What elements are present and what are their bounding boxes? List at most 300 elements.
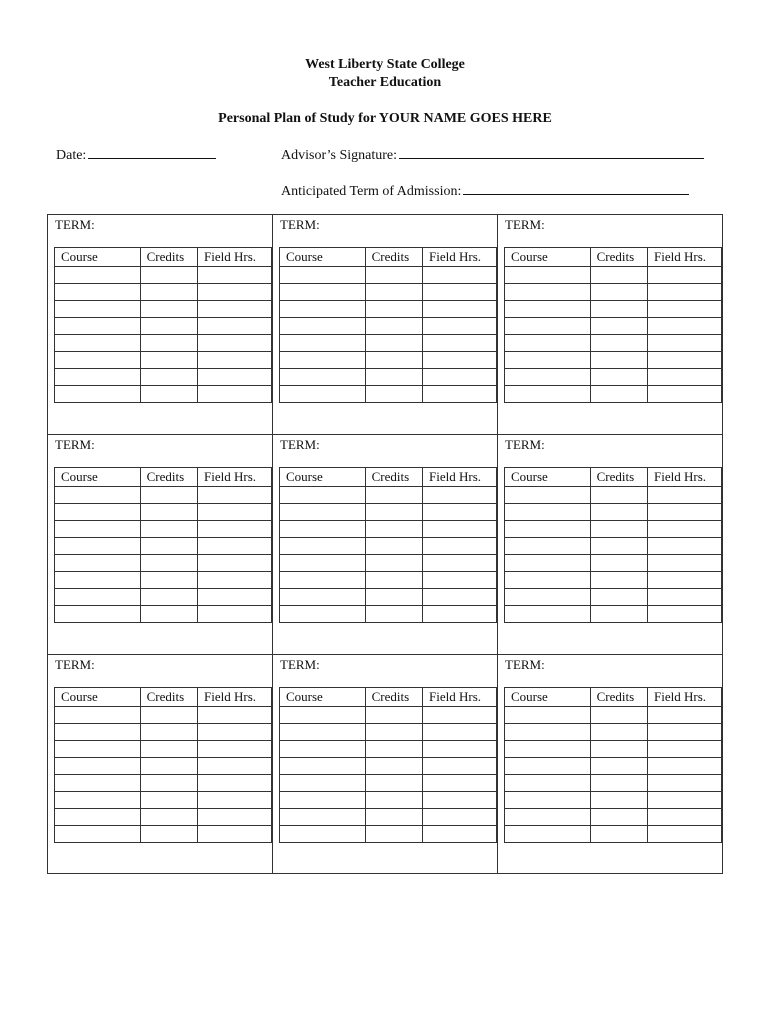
table-cell-field-hours[interactable] [198, 284, 272, 301]
column-header-credits: Credits [590, 688, 647, 707]
table-cell-course[interactable] [55, 267, 141, 284]
table-cell-credits[interactable] [140, 792, 197, 809]
admission-term-field [281, 181, 689, 201]
table-row [505, 301, 722, 318]
table-cell-course[interactable] [505, 267, 591, 284]
table-row [280, 775, 497, 792]
table-cell-field-hours[interactable] [198, 555, 272, 572]
table-cell-course[interactable] [280, 301, 366, 318]
table-cell-field-hours[interactable] [648, 386, 722, 403]
table-cell-field-hours[interactable] [648, 521, 722, 538]
table-row [280, 369, 497, 386]
table-row [280, 589, 497, 606]
table-row [505, 318, 722, 335]
table-cell-course[interactable] [55, 606, 141, 623]
advisor-signature-blank-line[interactable] [399, 145, 704, 159]
table-cell-credits[interactable] [590, 572, 647, 589]
table-cell-field-hours[interactable] [423, 386, 497, 403]
table-cell-course[interactable] [280, 724, 366, 741]
table-cell-field-hours[interactable] [423, 267, 497, 284]
table-cell-field-hours[interactable] [423, 352, 497, 369]
table-row [505, 775, 722, 792]
table-cell-credits[interactable] [140, 606, 197, 623]
table-cell-course[interactable] [280, 538, 366, 555]
table-cell-course[interactable] [505, 606, 591, 623]
table-cell-field-hours[interactable] [648, 809, 722, 826]
table-cell-credits[interactable] [140, 555, 197, 572]
table-cell-credits[interactable] [590, 589, 647, 606]
table-cell-course[interactable] [280, 741, 366, 758]
column-header-field-hours: Field Hrs. [198, 468, 272, 487]
table-cell-course[interactable] [280, 335, 366, 352]
table-cell-field-hours[interactable] [198, 318, 272, 335]
table-cell-field-hours[interactable] [648, 267, 722, 284]
table-cell-field-hours[interactable] [198, 758, 272, 775]
table-cell-credits[interactable] [365, 741, 422, 758]
department-name: Teacher Education [328, 75, 442, 90]
table-cell-credits[interactable] [365, 555, 422, 572]
table-row [505, 741, 722, 758]
table-cell-course[interactable] [505, 809, 591, 826]
table-cell-field-hours[interactable] [198, 538, 272, 555]
table-cell-credits[interactable] [590, 775, 647, 792]
table-row [505, 809, 722, 826]
table-cell-field-hours[interactable] [648, 352, 722, 369]
table-cell-course[interactable] [280, 589, 366, 606]
table-cell-credits[interactable] [140, 741, 197, 758]
table-cell-course[interactable] [280, 555, 366, 572]
admission-term-label: Anticipated Term of Admission: [281, 184, 462, 199]
table-cell-credits[interactable] [365, 792, 422, 809]
table-cell-field-hours[interactable] [648, 318, 722, 335]
table-cell-credits[interactable] [365, 335, 422, 352]
table-row [505, 369, 722, 386]
table-cell-credits[interactable] [365, 707, 422, 724]
table-cell-credits[interactable] [140, 301, 197, 318]
table-cell-field-hours[interactable] [198, 572, 272, 589]
course-table-header [280, 688, 497, 707]
course-table [54, 687, 272, 843]
column-header-credits: Credits [140, 248, 197, 267]
table-cell-credits[interactable] [590, 724, 647, 741]
table-cell-course[interactable] [55, 284, 141, 301]
column-header-course: Course [280, 468, 366, 487]
table-row [505, 826, 722, 843]
table-row [280, 352, 497, 369]
table-cell-course[interactable] [280, 775, 366, 792]
table-cell-course[interactable] [505, 487, 591, 504]
table-row [280, 487, 497, 504]
table-cell-course[interactable] [505, 707, 591, 724]
table-cell-credits[interactable] [140, 386, 197, 403]
table-cell-course[interactable] [55, 809, 141, 826]
table-row [505, 352, 722, 369]
table-cell-field-hours[interactable] [648, 589, 722, 606]
table-row [505, 555, 722, 572]
table-cell-field-hours[interactable] [423, 335, 497, 352]
table-cell-field-hours[interactable] [648, 538, 722, 555]
table-cell-credits[interactable] [365, 589, 422, 606]
table-cell-field-hours[interactable] [423, 521, 497, 538]
table-cell-course[interactable] [280, 284, 366, 301]
column-header-credits: Credits [590, 468, 647, 487]
table-cell-course[interactable] [55, 572, 141, 589]
table-row [55, 284, 272, 301]
table-cell-course[interactable] [55, 741, 141, 758]
course-table-header [505, 688, 722, 707]
table-cell-credits[interactable] [365, 504, 422, 521]
column-header-field-hours: Field Hrs. [198, 688, 272, 707]
table-cell-course[interactable] [505, 826, 591, 843]
table-cell-course[interactable] [55, 504, 141, 521]
column-header-course: Course [55, 468, 141, 487]
term-block [273, 435, 498, 655]
course-table [504, 467, 722, 623]
table-cell-course[interactable] [505, 301, 591, 318]
table-cell-credits[interactable] [590, 792, 647, 809]
table-cell-credits[interactable] [590, 352, 647, 369]
table-cell-field-hours[interactable] [198, 301, 272, 318]
table-cell-field-hours[interactable] [648, 792, 722, 809]
table-cell-field-hours[interactable] [423, 318, 497, 335]
table-row [55, 707, 272, 724]
table-cell-course[interactable] [505, 572, 591, 589]
term-block [273, 655, 498, 873]
table-row [55, 809, 272, 826]
table-cell-field-hours[interactable] [648, 606, 722, 623]
table-cell-field-hours[interactable] [198, 521, 272, 538]
table-cell-credits[interactable] [365, 826, 422, 843]
table-cell-course[interactable] [55, 707, 141, 724]
table-cell-field-hours[interactable] [198, 386, 272, 403]
table-cell-field-hours[interactable] [648, 741, 722, 758]
admission-term-blank-line[interactable] [463, 181, 689, 195]
table-cell-field-hours[interactable] [648, 707, 722, 724]
table-cell-field-hours[interactable] [423, 301, 497, 318]
table-cell-field-hours[interactable] [423, 606, 497, 623]
table-cell-credits[interactable] [365, 606, 422, 623]
table-cell-credits[interactable] [590, 741, 647, 758]
table-row [55, 386, 272, 403]
table-cell-credits[interactable] [140, 335, 197, 352]
table-cell-field-hours[interactable] [648, 487, 722, 504]
column-header-credits: Credits [365, 248, 422, 267]
table-cell-field-hours[interactable] [198, 724, 272, 741]
table-cell-course[interactable] [55, 538, 141, 555]
table-cell-field-hours[interactable] [423, 758, 497, 775]
table-cell-field-hours[interactable] [198, 267, 272, 284]
table-cell-credits[interactable] [140, 724, 197, 741]
table-cell-course[interactable] [280, 606, 366, 623]
table-cell-field-hours[interactable] [198, 826, 272, 843]
table-cell-field-hours[interactable] [423, 487, 497, 504]
table-cell-course[interactable] [55, 352, 141, 369]
table-cell-field-hours[interactable] [423, 741, 497, 758]
table-cell-course[interactable] [505, 589, 591, 606]
table-cell-credits[interactable] [140, 538, 197, 555]
table-cell-course[interactable] [280, 352, 366, 369]
table-cell-credits[interactable] [365, 369, 422, 386]
table-cell-field-hours[interactable] [198, 809, 272, 826]
table-row [55, 792, 272, 809]
table-cell-course[interactable] [280, 369, 366, 386]
table-cell-credits[interactable] [590, 521, 647, 538]
table-row [280, 826, 497, 843]
table-cell-course[interactable] [505, 284, 591, 301]
table-cell-credits[interactable] [590, 809, 647, 826]
table-cell-credits[interactable] [590, 555, 647, 572]
term-grid [47, 214, 723, 874]
table-cell-credits[interactable] [140, 826, 197, 843]
table-cell-credits[interactable] [140, 352, 197, 369]
column-header-field-hours: Field Hrs. [423, 688, 497, 707]
table-cell-credits[interactable] [590, 826, 647, 843]
table-cell-course[interactable] [505, 521, 591, 538]
table-cell-course[interactable] [280, 792, 366, 809]
table-row [55, 487, 272, 504]
table-cell-credits[interactable] [590, 301, 647, 318]
table-cell-field-hours[interactable] [423, 572, 497, 589]
table-cell-field-hours[interactable] [648, 775, 722, 792]
table-row [505, 606, 722, 623]
table-cell-course[interactable] [505, 758, 591, 775]
table-cell-credits[interactable] [365, 775, 422, 792]
table-cell-field-hours[interactable] [648, 301, 722, 318]
table-cell-field-hours[interactable] [423, 724, 497, 741]
table-cell-credits[interactable] [590, 487, 647, 504]
table-row [505, 521, 722, 538]
table-row [505, 792, 722, 809]
table-row [505, 758, 722, 775]
course-table [54, 247, 272, 403]
table-cell-course[interactable] [280, 707, 366, 724]
column-header-field-hours: Field Hrs. [198, 248, 272, 267]
table-cell-course[interactable] [55, 386, 141, 403]
table-cell-course[interactable] [280, 572, 366, 589]
table-cell-course[interactable] [505, 792, 591, 809]
table-cell-credits[interactable] [140, 775, 197, 792]
table-cell-credits[interactable] [590, 284, 647, 301]
table-cell-field-hours[interactable] [198, 707, 272, 724]
table-cell-field-hours[interactable] [423, 284, 497, 301]
table-cell-field-hours[interactable] [423, 538, 497, 555]
table-cell-course[interactable] [55, 792, 141, 809]
table-cell-credits[interactable] [365, 284, 422, 301]
table-row [505, 335, 722, 352]
table-cell-course[interactable] [55, 369, 141, 386]
table-cell-credits[interactable] [140, 284, 197, 301]
table-cell-field-hours[interactable] [648, 758, 722, 775]
table-cell-field-hours[interactable] [648, 826, 722, 843]
table-row [280, 809, 497, 826]
term-block [48, 655, 273, 873]
table-cell-course[interactable] [280, 809, 366, 826]
column-header-field-hours: Field Hrs. [648, 248, 722, 267]
table-cell-field-hours[interactable] [648, 555, 722, 572]
column-header-credits: Credits [140, 688, 197, 707]
table-cell-credits[interactable] [590, 504, 647, 521]
table-cell-field-hours[interactable] [198, 589, 272, 606]
table-cell-field-hours[interactable] [198, 775, 272, 792]
column-header-course: Course [505, 468, 591, 487]
table-row [55, 775, 272, 792]
table-cell-course[interactable] [55, 724, 141, 741]
table-cell-credits[interactable] [365, 538, 422, 555]
table-row [55, 301, 272, 318]
table-row [55, 572, 272, 589]
column-header-credits: Credits [365, 468, 422, 487]
table-cell-credits[interactable] [365, 809, 422, 826]
column-header-credits: Credits [590, 248, 647, 267]
date-blank-line[interactable] [88, 145, 216, 159]
date-label: Date: [56, 148, 87, 163]
table-cell-credits[interactable] [590, 267, 647, 284]
table-cell-field-hours[interactable] [423, 792, 497, 809]
table-row [280, 335, 497, 352]
term-block [498, 215, 722, 435]
course-table [279, 687, 497, 843]
table-cell-course[interactable] [280, 826, 366, 843]
table-cell-credits[interactable] [140, 504, 197, 521]
table-cell-course[interactable] [55, 555, 141, 572]
table-cell-field-hours[interactable] [198, 504, 272, 521]
column-header-field-hours: Field Hrs. [423, 248, 497, 267]
table-cell-credits[interactable] [590, 386, 647, 403]
table-cell-course[interactable] [280, 504, 366, 521]
table-cell-course[interactable] [505, 386, 591, 403]
table-cell-credits[interactable] [140, 809, 197, 826]
table-cell-course[interactable] [505, 369, 591, 386]
table-cell-field-hours[interactable] [648, 369, 722, 386]
table-cell-credits[interactable] [590, 758, 647, 775]
column-header-course: Course [280, 248, 366, 267]
table-cell-course[interactable] [505, 555, 591, 572]
table-cell-course[interactable] [280, 758, 366, 775]
table-row [505, 386, 722, 403]
table-row [280, 606, 497, 623]
table-cell-course[interactable] [55, 487, 141, 504]
table-cell-credits[interactable] [590, 369, 647, 386]
table-cell-course[interactable] [55, 301, 141, 318]
table-cell-course[interactable] [505, 724, 591, 741]
table-cell-credits[interactable] [140, 369, 197, 386]
table-cell-field-hours[interactable] [423, 589, 497, 606]
course-table-header [55, 688, 272, 707]
table-cell-course[interactable] [505, 335, 591, 352]
table-cell-course[interactable] [55, 775, 141, 792]
table-cell-course[interactable] [505, 352, 591, 369]
table-row [280, 741, 497, 758]
table-cell-course[interactable] [505, 538, 591, 555]
table-cell-field-hours[interactable] [648, 724, 722, 741]
table-cell-field-hours[interactable] [423, 707, 497, 724]
table-cell-credits[interactable] [140, 521, 197, 538]
table-cell-field-hours[interactable] [423, 369, 497, 386]
table-cell-field-hours[interactable] [423, 809, 497, 826]
table-cell-credits[interactable] [140, 572, 197, 589]
table-cell-field-hours[interactable] [648, 572, 722, 589]
table-cell-course[interactable] [280, 521, 366, 538]
table-cell-credits[interactable] [365, 352, 422, 369]
table-cell-field-hours[interactable] [198, 606, 272, 623]
table-cell-credits[interactable] [140, 758, 197, 775]
table-cell-field-hours[interactable] [198, 369, 272, 386]
term-block [498, 435, 722, 655]
table-cell-credits[interactable] [590, 335, 647, 352]
table-cell-course[interactable] [505, 318, 591, 335]
table-cell-credits[interactable] [590, 318, 647, 335]
table-cell-field-hours[interactable] [423, 826, 497, 843]
course-table [54, 467, 272, 623]
term-block [273, 215, 498, 435]
table-cell-credits[interactable] [365, 386, 422, 403]
table-cell-credits[interactable] [365, 521, 422, 538]
course-table [504, 687, 722, 843]
table-cell-course[interactable] [55, 758, 141, 775]
table-cell-course[interactable] [280, 267, 366, 284]
table-cell-credits[interactable] [365, 758, 422, 775]
table-cell-field-hours[interactable] [198, 487, 272, 504]
table-cell-credits[interactable] [365, 301, 422, 318]
table-cell-course[interactable] [55, 521, 141, 538]
table-cell-field-hours[interactable] [423, 555, 497, 572]
table-cell-credits[interactable] [365, 267, 422, 284]
table-cell-field-hours[interactable] [198, 792, 272, 809]
table-cell-course[interactable] [55, 589, 141, 606]
term-label: TERM: [505, 217, 545, 232]
table-row [505, 284, 722, 301]
table-cell-credits[interactable] [140, 589, 197, 606]
table-cell-field-hours[interactable] [648, 335, 722, 352]
table-cell-field-hours[interactable] [648, 504, 722, 521]
column-header-course: Course [505, 248, 591, 267]
course-table-header [280, 468, 497, 487]
table-cell-field-hours[interactable] [198, 741, 272, 758]
table-cell-course[interactable] [280, 386, 366, 403]
table-cell-credits[interactable] [590, 606, 647, 623]
table-cell-credits[interactable] [140, 267, 197, 284]
table-cell-course[interactable] [505, 741, 591, 758]
table-cell-credits[interactable] [140, 487, 197, 504]
table-cell-credits[interactable] [140, 318, 197, 335]
table-row [55, 318, 272, 335]
table-cell-credits[interactable] [365, 487, 422, 504]
table-cell-field-hours[interactable] [423, 504, 497, 521]
table-cell-field-hours[interactable] [423, 775, 497, 792]
table-cell-credits[interactable] [590, 538, 647, 555]
table-cell-field-hours[interactable] [648, 284, 722, 301]
table-row [280, 758, 497, 775]
table-cell-course[interactable] [55, 318, 141, 335]
plan-title: Personal Plan of Study for YOUR NAME GOES HERE [218, 111, 552, 126]
table-cell-course[interactable] [505, 504, 591, 521]
table-cell-credits[interactable] [365, 724, 422, 741]
table-cell-field-hours[interactable] [198, 352, 272, 369]
table-cell-credits[interactable] [365, 318, 422, 335]
college-name: West Liberty State College [305, 57, 465, 72]
table-cell-course[interactable] [55, 335, 141, 352]
table-cell-credits[interactable] [140, 707, 197, 724]
table-row [280, 538, 497, 555]
table-cell-course[interactable] [55, 826, 141, 843]
table-row [55, 538, 272, 555]
table-cell-credits[interactable] [365, 572, 422, 589]
table-cell-course[interactable] [505, 775, 591, 792]
table-cell-course[interactable] [280, 487, 366, 504]
table-cell-credits[interactable] [590, 707, 647, 724]
table-cell-field-hours[interactable] [198, 335, 272, 352]
table-cell-course[interactable] [280, 318, 366, 335]
